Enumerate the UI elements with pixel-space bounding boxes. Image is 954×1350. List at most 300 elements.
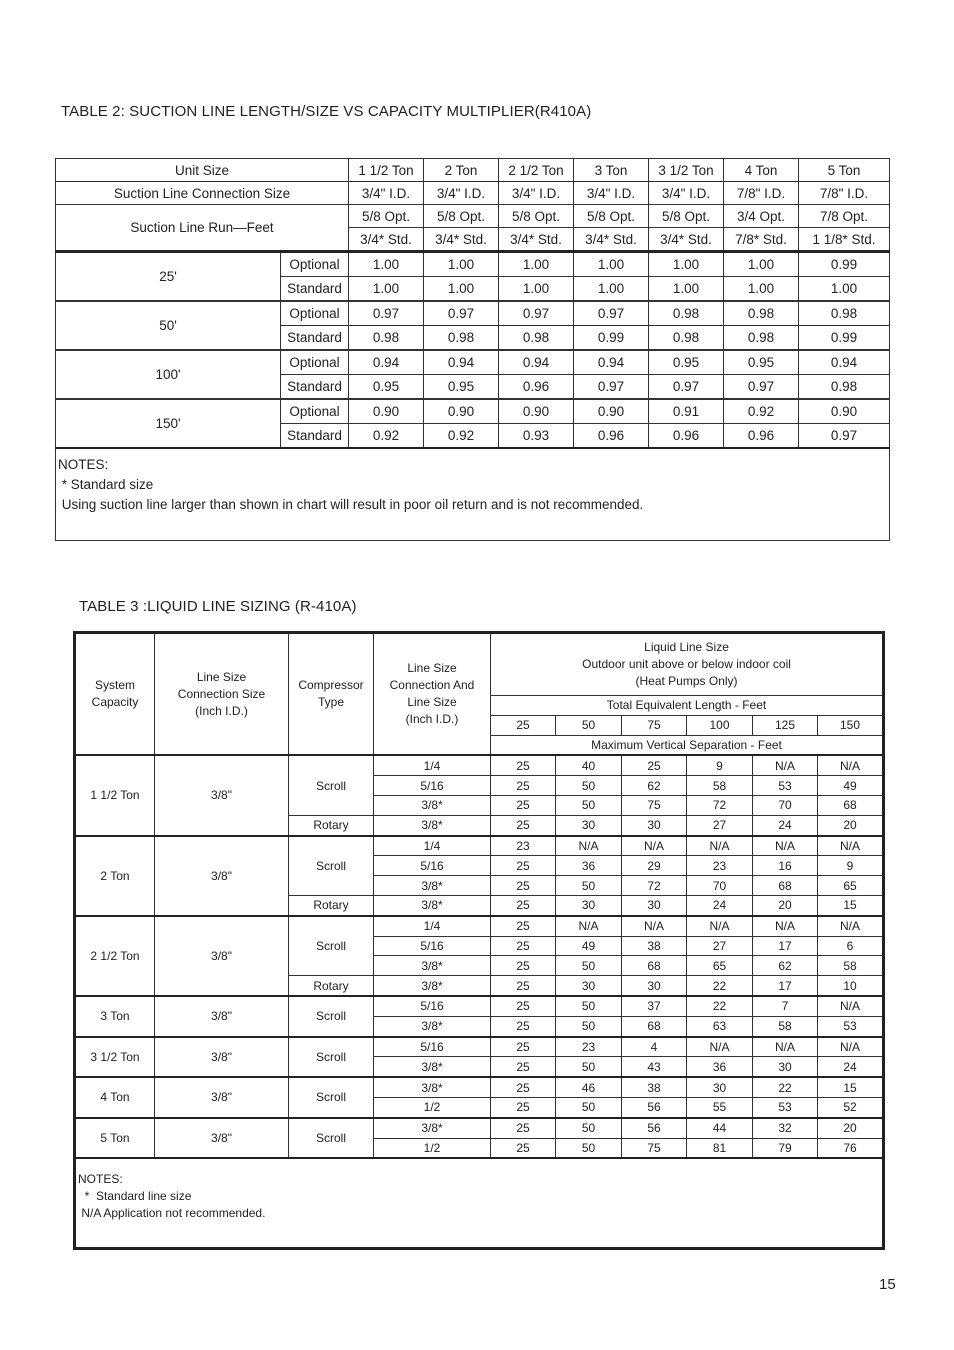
table3-title: TABLE 3 :LIQUID LINE SIZING (R-410A) — [79, 598, 357, 615]
separation-value-cell: 79 — [753, 1138, 818, 1158]
separation-value-cell: 50 — [556, 1016, 622, 1036]
line-size-cell: 3/8* — [374, 876, 491, 896]
line-size-cell: 3/8* — [374, 1118, 491, 1138]
separation-value-cell: 20 — [818, 815, 884, 835]
line-type-cell: Standard — [281, 375, 349, 400]
liquid-line-table — [73, 631, 885, 1250]
separation-value-cell: N/A — [687, 916, 753, 936]
standard-size-cell: 3/4* Std. — [649, 228, 724, 252]
total-length-label: Total Equivalent Length - Feet — [491, 696, 884, 716]
optional-size-cell: 5/8 Opt. — [349, 205, 424, 228]
separation-value-cell: 25 — [491, 856, 556, 876]
separation-value-cell: 25 — [491, 956, 556, 976]
multiplier-cell: 0.93 — [499, 424, 574, 449]
line-size-cell: 5/16 — [374, 1037, 491, 1057]
separation-value-cell: 4 — [622, 1037, 687, 1057]
separation-value-cell: 68 — [622, 1016, 687, 1036]
standard-size-cell: 3/4* Std. — [424, 228, 499, 252]
separation-value-cell: 75 — [622, 1138, 687, 1158]
multiplier-cell: 0.94 — [574, 350, 649, 375]
compressor-type-cell: Scroll — [289, 1037, 374, 1078]
multiplier-cell: 0.97 — [574, 301, 649, 326]
line-size-cell: 5/16 — [374, 776, 491, 796]
standard-size-cell: 3/4* Std. — [499, 228, 574, 252]
connection-size-cell: 3/4" I.D. — [649, 182, 724, 205]
system-capacity-cell: 5 Ton — [75, 1118, 155, 1159]
separation-value-cell: 27 — [687, 815, 753, 835]
separation-value-cell: 38 — [622, 936, 687, 956]
multiplier-cell: 0.95 — [649, 350, 724, 375]
header-line: (Inch I.D.) — [405, 712, 459, 727]
separation-value-cell: 15 — [818, 1077, 884, 1097]
connection-size-cell: 3/8" — [155, 1037, 289, 1078]
standard-size-cell: 1 1/8* Std. — [799, 228, 890, 252]
separation-value-cell: 52 — [818, 1097, 884, 1117]
separation-value-cell: 49 — [818, 776, 884, 796]
multiplier-cell: 1.00 — [349, 277, 424, 302]
multiplier-cell: 1.00 — [574, 277, 649, 302]
multiplier-cell: 0.94 — [499, 350, 574, 375]
multiplier-cell: 0.90 — [799, 399, 890, 424]
optional-size-cell: 7/8 Opt. — [799, 205, 890, 228]
separation-value-cell: 46 — [556, 1077, 622, 1097]
multiplier-cell: 1.00 — [799, 277, 890, 302]
header-line: (Inch I.D.) — [195, 703, 248, 718]
separation-value-cell: 25 — [491, 916, 556, 936]
multiplier-cell: 0.92 — [349, 424, 424, 449]
standard-size-cell: 7/8* Std. — [724, 228, 799, 252]
line-size-cell: 3/8* — [374, 976, 491, 996]
line-type-cell: Optional — [281, 301, 349, 326]
separation-value-cell: N/A — [753, 1037, 818, 1057]
line-type-cell: Optional — [281, 399, 349, 424]
header-line: Compressor — [298, 678, 364, 693]
header-line: Line Size — [407, 695, 457, 710]
separation-value-cell: 25 — [491, 1097, 556, 1117]
note-line: * Standard size — [58, 477, 154, 492]
separation-value-cell: N/A — [622, 916, 687, 936]
separation-value-cell: 22 — [687, 996, 753, 1016]
compressor-type-cell: Scroll — [289, 755, 374, 815]
separation-value-cell: 10 — [818, 976, 884, 996]
line-size-cell: 5/16 — [374, 996, 491, 1016]
separation-value-cell: 25 — [491, 976, 556, 996]
separation-value-cell: 25 — [491, 1016, 556, 1036]
separation-value-cell: 72 — [622, 876, 687, 896]
unit-size-header: 2 1/2 Ton — [499, 159, 574, 182]
multiplier-cell: 0.97 — [574, 375, 649, 400]
multiplier-cell: 0.99 — [799, 326, 890, 351]
separation-value-cell: N/A — [818, 755, 884, 775]
separation-value-cell: 44 — [687, 1118, 753, 1138]
header-line: Line Size — [196, 669, 247, 684]
separation-value-cell: 29 — [622, 856, 687, 876]
standard-size-cell: 3/4* Std. — [349, 228, 424, 252]
multiplier-cell: 0.94 — [424, 350, 499, 375]
unit-size-header: 1 1/2 Ton — [349, 159, 424, 182]
page-number: 15 — [879, 1276, 896, 1293]
multiplier-cell: 0.94 — [349, 350, 424, 375]
compressor-type-cell: Scroll — [289, 916, 374, 976]
separation-value-cell: 25 — [491, 1077, 556, 1097]
compressor-type-cell: Scroll — [289, 1077, 374, 1118]
separation-value-cell: 53 — [818, 1016, 884, 1036]
multiplier-cell: 0.90 — [424, 399, 499, 424]
separation-value-cell: 72 — [687, 795, 753, 815]
separation-value-cell: 55 — [687, 1097, 753, 1117]
multiplier-cell: 0.92 — [724, 399, 799, 424]
optional-size-cell: 5/8 Opt. — [424, 205, 499, 228]
table-row — [75, 836, 884, 856]
multiplier-cell: 1.00 — [499, 277, 574, 302]
line-type-cell: Standard — [281, 326, 349, 351]
multiplier-cell: 0.98 — [424, 326, 499, 351]
line-size-connection-header — [374, 633, 491, 756]
separation-value-cell: 63 — [687, 1016, 753, 1036]
separation-value-cell: 36 — [556, 856, 622, 876]
separation-value-cell: N/A — [753, 755, 818, 775]
multiplier-cell: 0.98 — [799, 375, 890, 400]
compressor-type-cell: Scroll — [289, 1118, 374, 1159]
system-capacity-cell: 3 1/2 Ton — [75, 1037, 155, 1078]
table-row — [75, 1037, 884, 1057]
unit-size-header: 5 Ton — [799, 159, 890, 182]
multiplier-cell: 0.97 — [799, 424, 890, 449]
connection-size-cell: 3/8" — [155, 836, 289, 916]
multiplier-cell: 0.94 — [799, 350, 890, 375]
length-header-cell: 25 — [491, 715, 556, 735]
compressor-type-cell: Scroll — [289, 836, 374, 896]
separation-value-cell: 20 — [818, 1118, 884, 1138]
length-header-cell: 125 — [753, 715, 818, 735]
line-size-cell: 3/8* — [374, 956, 491, 976]
line-type-cell: Standard — [281, 424, 349, 449]
separation-value-cell: 76 — [818, 1138, 884, 1158]
separation-value-cell: 6 — [818, 936, 884, 956]
header-line: Connection Size — [177, 686, 266, 701]
table-row — [75, 996, 884, 1016]
separation-value-cell: 43 — [622, 1057, 687, 1077]
multiplier-cell: 0.90 — [499, 399, 574, 424]
separation-value-cell: 30 — [687, 1077, 753, 1097]
compressor-type-cell: Scroll — [289, 996, 374, 1037]
table-row — [75, 755, 884, 775]
connection-size-cell: 3/4" I.D. — [499, 182, 574, 205]
separation-value-cell: N/A — [687, 1037, 753, 1057]
connection-size-cell: 3/4" I.D. — [574, 182, 649, 205]
multiplier-cell: 0.91 — [649, 399, 724, 424]
system-capacity-cell: 4 Ton — [75, 1077, 155, 1118]
separation-value-cell: 30 — [556, 895, 622, 915]
separation-value-cell: 58 — [687, 776, 753, 796]
suction-line-table — [55, 158, 890, 541]
table-row — [56, 252, 890, 277]
multiplier-cell: 1.00 — [499, 252, 574, 277]
separation-value-cell: 65 — [687, 956, 753, 976]
note-line: NOTES: — [58, 457, 109, 472]
connection-size-cell: 7/8" I.D. — [799, 182, 890, 205]
separation-value-cell: 25 — [622, 755, 687, 775]
separation-value-cell: 22 — [687, 976, 753, 996]
separation-value-cell: 30 — [556, 815, 622, 835]
system-capacity-cell: 2 1/2 Ton — [75, 916, 155, 996]
separation-value-cell: 25 — [491, 1057, 556, 1077]
separation-value-cell: 16 — [753, 856, 818, 876]
line-size-cell: 1/4 — [374, 755, 491, 775]
multiplier-cell: 1.00 — [574, 252, 649, 277]
multiplier-cell: 1.00 — [724, 252, 799, 277]
multiplier-cell: 0.98 — [799, 301, 890, 326]
separation-value-cell: 25 — [491, 1037, 556, 1057]
separation-value-cell: 23 — [491, 836, 556, 856]
separation-value-cell: 50 — [556, 795, 622, 815]
multiplier-cell: 0.98 — [724, 326, 799, 351]
line-type-cell: Standard — [281, 277, 349, 302]
separation-value-cell: 50 — [556, 876, 622, 896]
compressor-type-cell: Rotary — [289, 895, 374, 915]
multiplier-cell: 0.97 — [649, 375, 724, 400]
multiplier-cell: 1.00 — [649, 277, 724, 302]
separation-value-cell: 17 — [753, 936, 818, 956]
note-line: NOTES: — [78, 1172, 123, 1187]
multiplier-cell: 0.97 — [499, 301, 574, 326]
multiplier-cell: 1.00 — [649, 252, 724, 277]
multiplier-cell: 0.95 — [724, 350, 799, 375]
line-size-cell: 1/2 — [374, 1097, 491, 1117]
standard-size-cell: 3/4* Std. — [574, 228, 649, 252]
separation-value-cell: N/A — [556, 916, 622, 936]
connection-size-cell: 3/4" I.D. — [424, 182, 499, 205]
multiplier-cell: 0.97 — [424, 301, 499, 326]
separation-value-cell: 9 — [687, 755, 753, 775]
separation-value-cell: 25 — [491, 1118, 556, 1138]
separation-value-cell: 25 — [491, 1138, 556, 1158]
header-line: Liquid Line Size — [644, 640, 729, 654]
separation-value-cell: 25 — [491, 755, 556, 775]
multiplier-cell: 1.00 — [424, 277, 499, 302]
separation-value-cell: N/A — [818, 836, 884, 856]
line-size-cell: 1/2 — [374, 1138, 491, 1158]
table2-title: TABLE 2: SUCTION LINE LENGTH/SIZE VS CAPACITY MULTIPLIER(R410A) — [61, 103, 592, 120]
multiplier-cell: 0.96 — [574, 424, 649, 449]
length-header-cell: 50 — [556, 715, 622, 735]
multiplier-cell: 0.97 — [724, 375, 799, 400]
separation-value-cell: 68 — [622, 956, 687, 976]
separation-value-cell: 68 — [753, 876, 818, 896]
multiplier-cell: 0.95 — [349, 375, 424, 400]
separation-value-cell: 24 — [753, 815, 818, 835]
header-line: Line Size — [407, 661, 457, 676]
multiplier-cell: 0.99 — [799, 252, 890, 277]
table-row — [56, 301, 890, 326]
separation-value-cell: 30 — [622, 895, 687, 915]
connection-size-cell: 3/8" — [155, 916, 289, 996]
unit-size-header: 3 1/2 Ton — [649, 159, 724, 182]
separation-value-cell: 58 — [818, 956, 884, 976]
separation-value-cell: 68 — [818, 795, 884, 815]
table-row — [75, 1118, 884, 1138]
multiplier-cell: 1.00 — [724, 277, 799, 302]
optional-size-cell: 5/8 Opt. — [499, 205, 574, 228]
separation-value-cell: 50 — [556, 956, 622, 976]
multiplier-cell: 0.98 — [724, 301, 799, 326]
run-length-cell: 50' — [56, 301, 281, 350]
separation-value-cell: 50 — [556, 1118, 622, 1138]
header-line: Connection And — [389, 678, 475, 693]
multiplier-cell: 1.00 — [349, 252, 424, 277]
separation-value-cell: 50 — [556, 1057, 622, 1077]
line-size-cell: 3/8* — [374, 795, 491, 815]
table-row — [75, 916, 884, 936]
separation-value-cell: 36 — [687, 1057, 753, 1077]
line-size-cell: 3/8* — [374, 1057, 491, 1077]
system-capacity-header — [75, 633, 155, 756]
separation-value-cell: 50 — [556, 1097, 622, 1117]
separation-value-cell: 37 — [622, 996, 687, 1016]
separation-value-cell: 70 — [687, 876, 753, 896]
line-size-cell: 3/8* — [374, 895, 491, 915]
separation-value-cell: 49 — [556, 936, 622, 956]
separation-value-cell: 53 — [753, 776, 818, 796]
multiplier-cell: 0.96 — [649, 424, 724, 449]
table-row — [56, 399, 890, 424]
separation-value-cell: N/A — [753, 836, 818, 856]
connection-size-cell: 3/8" — [155, 996, 289, 1037]
separation-value-cell: 25 — [491, 795, 556, 815]
multiplier-cell: 0.92 — [424, 424, 499, 449]
header-line: (Heat Pumps Only) — [635, 674, 738, 688]
separation-value-cell: 25 — [491, 776, 556, 796]
system-capacity-cell: 3 Ton — [75, 996, 155, 1037]
separation-value-cell: 25 — [491, 876, 556, 896]
optional-size-cell: 3/4 Opt. — [724, 205, 799, 228]
multiplier-cell: 0.90 — [574, 399, 649, 424]
separation-value-cell: 25 — [491, 815, 556, 835]
separation-value-cell: 30 — [622, 815, 687, 835]
run-length-cell: 100' — [56, 350, 281, 399]
connection-size-cell: 7/8" I.D. — [724, 182, 799, 205]
separation-value-cell: 75 — [622, 795, 687, 815]
line-size-cell: 5/16 — [374, 856, 491, 876]
separation-value-cell: N/A — [687, 836, 753, 856]
line-size-cell: 1/4 — [374, 836, 491, 856]
optional-size-cell: 5/8 Opt. — [574, 205, 649, 228]
separation-value-cell: 50 — [556, 996, 622, 1016]
line-size-cell: 3/8* — [374, 815, 491, 835]
liquid-line-size-header — [491, 633, 884, 696]
length-header-cell: 75 — [622, 715, 687, 735]
line-size-header — [155, 633, 289, 756]
multiplier-cell: 0.98 — [649, 326, 724, 351]
optional-size-cell: 5/8 Opt. — [649, 205, 724, 228]
multiplier-cell: 0.95 — [424, 375, 499, 400]
separation-value-cell: 20 — [753, 895, 818, 915]
multiplier-cell: 0.96 — [499, 375, 574, 400]
system-capacity-cell: 2 Ton — [75, 836, 155, 916]
line-size-cell: 5/16 — [374, 936, 491, 956]
separation-value-cell: 40 — [556, 755, 622, 775]
separation-value-cell: N/A — [622, 836, 687, 856]
compressor-type-header — [289, 633, 374, 756]
suction-run-label: Suction Line Run—Feet — [56, 205, 349, 252]
unit-size-header: 3 Ton — [574, 159, 649, 182]
separation-value-cell: 65 — [818, 876, 884, 896]
separation-value-cell: 56 — [622, 1118, 687, 1138]
separation-value-cell: 23 — [556, 1037, 622, 1057]
multiplier-cell: 0.97 — [349, 301, 424, 326]
multiplier-cell: 0.98 — [649, 301, 724, 326]
run-length-cell: 25' — [56, 252, 281, 302]
notes-cell — [75, 1158, 884, 1249]
separation-value-cell: 38 — [622, 1077, 687, 1097]
connection-size-cell: 3/8" — [155, 1077, 289, 1118]
multiplier-cell: 0.99 — [574, 326, 649, 351]
separation-value-cell: 25 — [491, 895, 556, 915]
separation-value-cell: N/A — [556, 836, 622, 856]
separation-value-cell: N/A — [753, 916, 818, 936]
compressor-type-cell: Rotary — [289, 815, 374, 835]
notes-cell — [56, 448, 890, 541]
separation-value-cell: 50 — [556, 1138, 622, 1158]
table-row — [56, 350, 890, 375]
connection-size-label: Suction Line Connection Size — [56, 182, 349, 205]
header-line: Type — [317, 695, 344, 710]
note-line: * Standard line size — [78, 1189, 192, 1204]
separation-value-cell: 25 — [491, 996, 556, 1016]
separation-value-cell: 30 — [556, 976, 622, 996]
separation-value-cell: 24 — [687, 895, 753, 915]
separation-value-cell: 24 — [818, 1057, 884, 1077]
note-line: Using suction line larger than shown in chart will result in poor oil return and is not recommended. — [58, 497, 644, 512]
separation-value-cell: N/A — [818, 996, 884, 1016]
line-size-cell: 1/4 — [374, 916, 491, 936]
separation-value-cell: 25 — [491, 936, 556, 956]
separation-value-cell: 27 — [687, 936, 753, 956]
connection-size-cell: 3/4" I.D. — [349, 182, 424, 205]
vertical-separation-label: Maximum Vertical Separation - Feet — [491, 735, 884, 755]
multiplier-cell: 0.98 — [349, 326, 424, 351]
note-line: N/A Application not recommended. — [78, 1206, 266, 1221]
separation-value-cell: N/A — [818, 916, 884, 936]
separation-value-cell: 30 — [622, 976, 687, 996]
system-capacity-cell: 1 1/2 Ton — [75, 755, 155, 835]
separation-value-cell: 70 — [753, 795, 818, 815]
header-line: System — [94, 678, 135, 693]
separation-value-cell: 17 — [753, 976, 818, 996]
length-header-cell: 100 — [687, 715, 753, 735]
multiplier-cell: 1.00 — [424, 252, 499, 277]
unit-size-header: 2 Ton — [424, 159, 499, 182]
separation-value-cell: 9 — [818, 856, 884, 876]
line-type-cell: Optional — [281, 350, 349, 375]
connection-size-cell: 3/8" — [155, 755, 289, 835]
compressor-type-cell: Rotary — [289, 976, 374, 996]
separation-value-cell: N/A — [818, 1037, 884, 1057]
separation-value-cell: 56 — [622, 1097, 687, 1117]
multiplier-cell: 0.90 — [349, 399, 424, 424]
separation-value-cell: 7 — [753, 996, 818, 1016]
separation-value-cell: 58 — [753, 1016, 818, 1036]
unit-size-header: 4 Ton — [724, 159, 799, 182]
connection-size-cell: 3/8" — [155, 1118, 289, 1159]
separation-value-cell: 81 — [687, 1138, 753, 1158]
line-size-cell: 3/8* — [374, 1016, 491, 1036]
separation-value-cell: 53 — [753, 1097, 818, 1117]
multiplier-cell: 0.96 — [724, 424, 799, 449]
separation-value-cell: 62 — [622, 776, 687, 796]
multiplier-cell: 0.98 — [499, 326, 574, 351]
separation-value-cell: 50 — [556, 776, 622, 796]
